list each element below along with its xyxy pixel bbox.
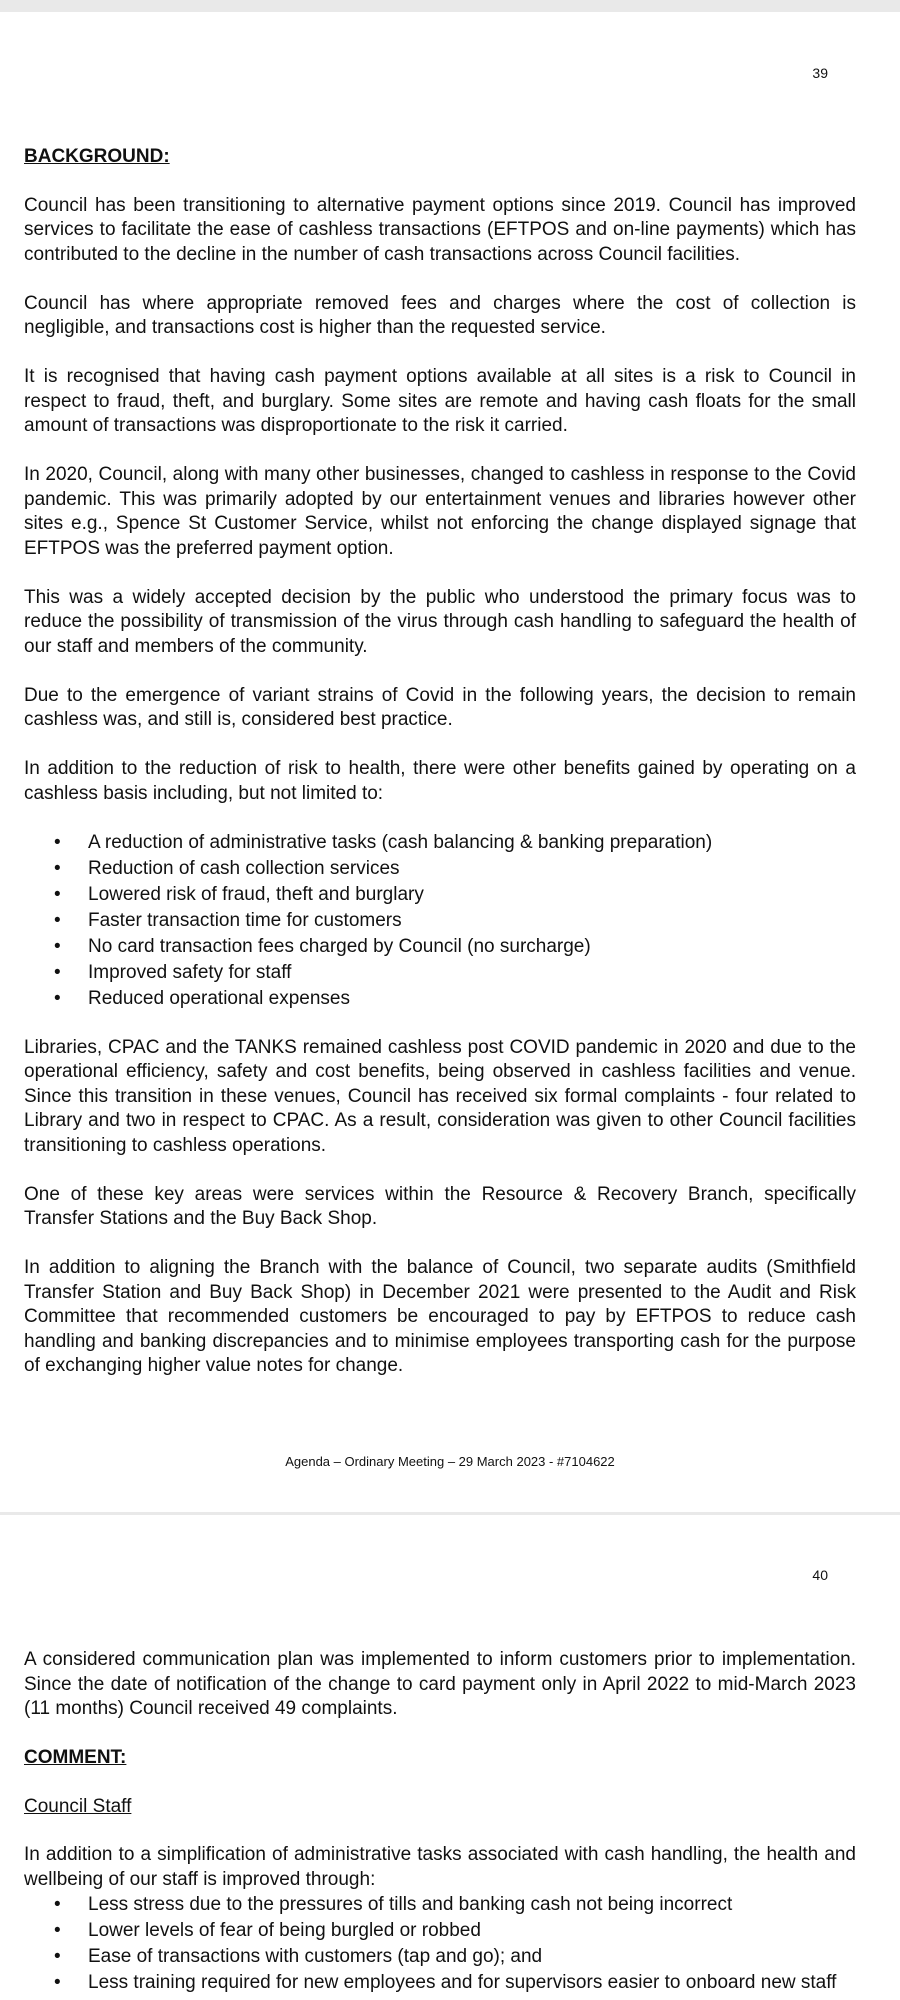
bullet-icon: •	[54, 1945, 61, 1967]
bullet-icon: •	[54, 1893, 61, 1915]
paragraph: This was a widely accepted decision by the public who understood the primary focus was to reduce the possibility of transmission of the virus through cash handling to safeguard the health of our staff and members of the community.	[24, 586, 856, 657]
page-body	[24, 145, 856, 1403]
bullet-icon: •	[54, 831, 61, 853]
page-footer: Agenda – Ordinary Meeting – 29 March 2023 - #7104622	[285, 1454, 615, 1469]
paragraph: Council has where appropriate removed fees and charges where the cost of collection is negligible, and transactions cost is higher than the requested service.	[24, 292, 856, 338]
bullet-icon: •	[54, 909, 61, 931]
paragraph: One of these key areas were services within the Resource & Recovery Branch, specifically Transfer Stations and the Buy Back Shop.	[24, 1183, 856, 1229]
list-item-text: Less training required for new employees and for supervisors easier to onboard new staff	[88, 1971, 837, 1993]
staff-benefits-list	[24, 1893, 856, 1996]
list-item-text: Lowered risk of fraud, theft and burglary	[88, 883, 424, 905]
list-item	[24, 935, 856, 960]
benefits-list	[24, 831, 856, 1012]
paragraph: Libraries, CPAC and the TANKS remained cashless post COVID pandemic in 2020 and due to the operational efficiency, safety and cost benefits, being observed in cashless facilities and venue. Since this transition in these venues, Council has received six formal complaints - four related to Library and two in respect to CPAC. As a result, consideration was given to other Council facilities transitioning to cashless operations.	[24, 1036, 856, 1156]
list-item	[24, 1893, 856, 1918]
paragraph: Council has been transitioning to alternative payment options since 2019. Council has improved services to facilitate the ease of cashless transactions (EFTPOS and on-line payments) which has contributed to the decline in the number of cash transactions across Council facilities.	[24, 194, 856, 265]
bullet-icon: •	[54, 935, 61, 957]
list-item-text: Improved safety for staff	[88, 961, 292, 983]
list-item-text: Ease of transactions with customers (tap and go); and	[88, 1945, 543, 1967]
bullet-icon: •	[54, 961, 61, 983]
section-heading-comment: COMMENT:	[24, 1747, 127, 1768]
list-item-text: Faster transaction time for customers	[88, 909, 402, 931]
list-item-text: Reduction of cash collection services	[88, 857, 400, 879]
list-item-text: No card transaction fees charged by Council (no surcharge)	[88, 935, 591, 957]
page-body	[24, 1648, 856, 2000]
page-number: 40	[812, 1567, 828, 1583]
bullet-icon: •	[54, 1919, 61, 1941]
list-item-text: Reduced operational expenses	[88, 987, 350, 1009]
paragraph: A considered communication plan was implemented to inform customers prior to implementation. Since the date of notification of the change to card payment only in April 2022 to mid-March 2023 (11 months) Council received 49 complaints.	[24, 1649, 856, 1719]
list-item	[24, 883, 856, 908]
paragraph: In addition to the reduction of risk to health, there were other benefits gained by operating on a cashless basis including, but not limited to:	[24, 758, 856, 804]
paragraph: In addition to a simplification of administrative tasks associated with cash handling, the health and wellbeing of our staff is improved through:	[24, 1844, 856, 1890]
document-page-39	[0, 12, 900, 1512]
paragraph: In 2020, Council, along with many other businesses, changed to cashless in response to the Covid pandemic. This was primarily adopted by our entertainment venues and libraries however other sites e.g., Spence St Customer Service, whilst not enforcing the change displayed signage that EFTPOS was the preferred payment option.	[24, 464, 856, 559]
paragraph: In addition to aligning the Branch with the balance of Council, two separate audits (Smithfield Transfer Station and Buy Back Shop) in December 2021 were presented to the Audit and Risk Committee that recommended customers be encouraged to pay by EFTPOS to reduce cash handling and banking discrepancies and to minimise employees transporting cash for the purpose of exchanging higher value notes for change.	[24, 1257, 856, 1376]
list-item	[24, 987, 856, 1012]
bullet-icon: •	[54, 857, 61, 879]
list-item	[24, 857, 856, 882]
list-item	[24, 1971, 856, 1996]
list-item-text: Less stress due to the pressures of tills and banking cash not being incorrect	[88, 1893, 733, 1915]
page-number: 39	[812, 65, 828, 81]
list-item	[24, 1945, 856, 1970]
bullet-icon: •	[54, 987, 61, 1009]
paragraph: It is recognised that having cash payment options available at all sites is a risk to Council in respect to fraud, theft, and burglary. Some sites are remote and having cash floats for the small amount of transactions was disproportionate to the risk it carried.	[24, 366, 856, 436]
list-item	[24, 831, 856, 856]
subheading-council-staff: Council Staff	[24, 1795, 132, 1817]
bullet-icon: •	[54, 1971, 61, 1993]
list-item-text: A reduction of administrative tasks (cash balancing & banking preparation)	[88, 831, 713, 853]
bullet-icon: •	[54, 883, 61, 905]
list-item	[24, 909, 856, 934]
document-page-40	[0, 1515, 900, 2000]
paragraph: Due to the emergence of variant strains of Covid in the following years, the decision to remain cashless was, and still is, considered best practice.	[24, 684, 856, 730]
list-item	[24, 961, 856, 986]
list-item-text: Lower levels of fear of being burgled or robbed	[88, 1919, 481, 1941]
list-item	[24, 1919, 856, 1944]
section-heading-background: BACKGROUND:	[24, 146, 170, 167]
